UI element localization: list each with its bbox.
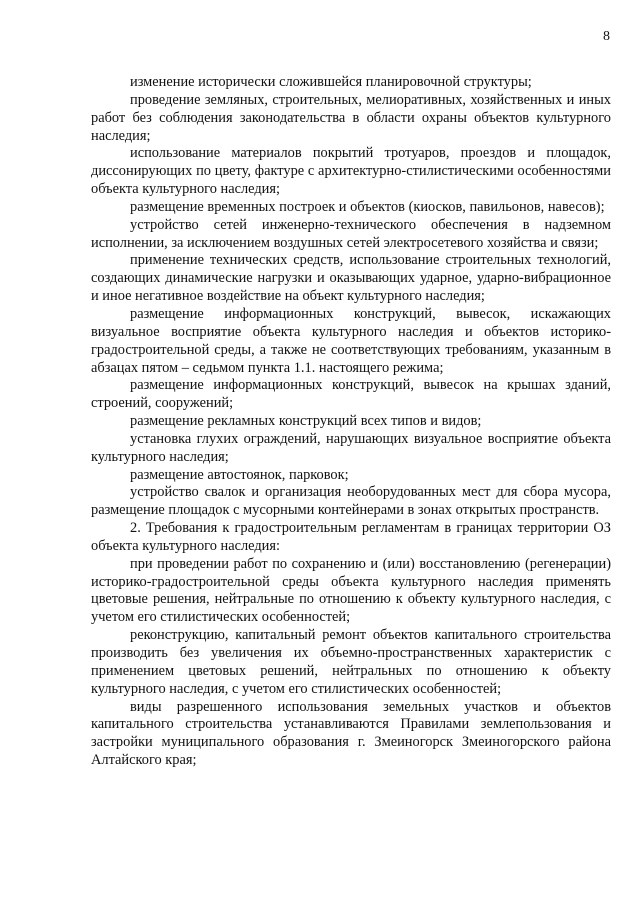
section-heading-2: 2. Требования к градостроительным регламентам в границах территории ОЗ объекта культурного наследия:	[91, 520, 611, 554]
paragraph-waste-sites: устройство свалок и организация необорудованных мест для сбора мусора, размещение площадок с мусорными контейнерами в зонах открытых пространств.	[91, 484, 611, 519]
paragraph-advertising: размещение рекламных конструкций всех типов и видов;	[130, 413, 482, 430]
paragraph-land-use: виды разрешенного использования земельных участков и объектов капитального строительства устанавливаются Правилами землепользования и застройки муниципального образования г. Змеиногорск Змеиногорского района Алтайского края;	[91, 698, 611, 769]
paragraph-solid-fences: установка глухих ограждений, нарушающих визуальное восприятие объекта культурного наследия;	[91, 430, 611, 465]
paragraph-earthworks: проведение земляных, строительных, мелиоративных, хозяйственных и иных работ без соблюдения законодательства в области охраны объектов культурного наследия;	[91, 91, 611, 144]
paragraph-pavement-materials: использование материалов покрытий тротуаров, проездов и площадок, диссонирующих по цвету, фактуре с архитектурно-стилистическими особенностями объекта культурного наследия;	[91, 145, 611, 198]
paragraph-roof-signs: размещение информационных конструкций, вывесок на крышах зданий, строений, сооружений;	[91, 377, 611, 412]
paragraph-technical-means: применение технических средств, использование строительных технологий, создающих динамические нагрузки и оказывающих ударное, ударно-вибрационное и иное негативное воздействие на объект культурного наследия;	[91, 252, 611, 305]
paragraph-information-signs: размещение информационных конструкций, вывесок, искажающих визуальное восприятие объекта культурного наследия и объектов историко-градостроительной среды, а также не соответствующих требованиям, указанным в абзацах пятом – седьмом пункта 1.1. настоящего режима;	[91, 305, 611, 376]
paragraph-engineering-networks: устройство сетей инженерно-технического обеспечения в надземном исполнении, за исключением воздушных сетей электросетевого хозяйства и связи;	[91, 216, 611, 251]
paragraph-temporary-structures: размещение временных построек и объектов (киосков, павильонов, навесов);	[130, 198, 605, 215]
paragraph-parking: размещение автостоянок, парковок;	[130, 466, 349, 483]
paragraph-reconstruction: реконструкцию, капитальный ремонт объектов капитального строительства производить без увеличения их объемно-пространственных характеристик с применением цветовых решений, нейтральных по отношению к объекту культурного наследия, с учетом его стилистических особенностей;	[91, 627, 611, 697]
document-body	[91, 74, 611, 770]
page-number: 8	[603, 29, 610, 44]
paragraph-color-solutions: при проведении работ по сохранению и (или) восстановлению (регенерации) историко-градостроительной среды объекта культурного наследия применять цветовые решения, нейтральные по отношению к объекту культурного наследия, с учетом его стилистических особенностей;	[91, 555, 611, 626]
paragraph-historic-layout: изменение исторически сложившейся планировочной структуры;	[130, 74, 532, 90]
